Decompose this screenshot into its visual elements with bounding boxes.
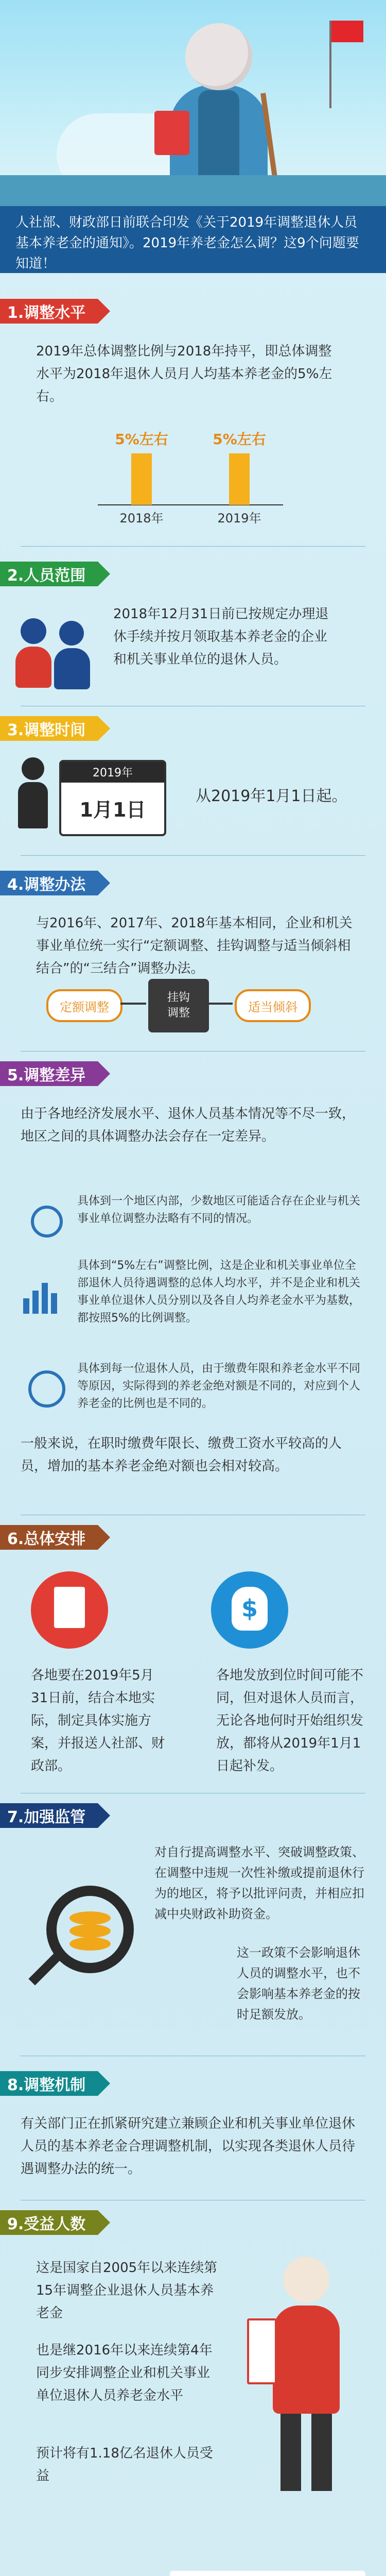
beneficiaries-p2: 也是继2016年以来连续第4年同步安排调整企业和机关事业单位退休人员养老金水平 [36,2343,213,2403]
diff-item-2: 具体到“5%左右”调整比例，这是企业和机关事业单位全部退休人员待遇调整的总体人均水平，并不是企业和机关事业单位退休人员分别以及各自人均养老金水平为基数，都按照5%的比例调整。 [77,1259,361,1325]
retiree-illustration [237,2246,371,2504]
elder-head [185,23,252,90]
section-3-text: 从2019年1月1日起。 [196,787,347,805]
location-icon [31,1206,63,1238]
section-title-3: 3.调整时间 [0,716,98,741]
section-title-1: 1.调整水平 [0,299,98,324]
section-8-text: 有关部门正在抓紧研究建立兼顾企业和机关事业单位退休人员的基本养老金合理调整机制，以实现各类退休人员待遇调整办法的统一。 [21,2116,356,2177]
bar-chart [93,412,288,531]
diff-summary: 一般来说，在职时缴费年限长、缴费工资水平较高的人员，增加的基本养老金绝对额也会相对较高。 [21,1436,342,1474]
divider [21,546,365,547]
calendar-icon [59,760,166,836]
chart-bars-icon [23,1283,59,1314]
chart-data-label: 5%左右 [213,431,266,448]
flag-icon [331,21,363,42]
section-4-text: 与2016年、2017年、2018年基本相同，企业和机关事业单位统一实行“定额调整、挂钩调整与适当倾斜相结合”的“三结合”调整办法。 [36,916,353,976]
supervision-top: 对自行提高调整水平、突破调整政策、在调整中违规一次性补缴或提前退休行为的地区，将予以批评问责，并相应扣减中央财政补助资金。 [154,1845,364,1921]
section-1-text: 2019年总体调整比例与2018年持平，即总体调整水平为2018年退休人员月人均基本养老金的5%左右。 [36,344,332,404]
diff-item-3: 具体到每一位退休人员，由于缴费年限和养老金水平不同等原因，实际得到的养老金绝对额是不同的，对应到个人养老金的比例也是不同的。 [77,1362,361,1410]
divider [21,1051,365,1052]
bar-chart-svg [93,412,288,531]
elder-vest [198,90,239,188]
intro-text: 人社部、财政部日前联合印发《关于2019年调整退休人员基本养老金的通知》。2019年养老金怎么调？这9个问题要知道！ [15,215,359,272]
chart-tick-label: 2019年 [217,511,261,526]
chart-bar [131,453,152,505]
pill-fixed-adjustment: 定额调整 [46,989,122,1022]
section-title-2: 2.人员范围 [0,562,98,586]
red-envelope-icon [154,111,189,155]
header-illustration [0,0,386,206]
chart-tick-label: 2018年 [119,511,164,526]
pill-linked-adjustment: 挂钩 调整 [148,979,209,1032]
beneficiaries-p1: 这是国家自2005年以来连续第15年调整企业退休人员基本养老金 [36,2260,218,2321]
document-icon [31,1571,108,1649]
chart-bar [229,453,250,505]
person-outline-icon [28,1370,65,1408]
beneficiaries-p3: 预计将有1.18亿名退休人员受益 [36,2446,213,2484]
ground [0,175,386,206]
magnifier-illustration [15,1865,139,2014]
person-icon [15,757,51,829]
supervision-bottom: 这一政策不会影响退休人员的调整水平，也不会影响基本养老金的按时足额发放。 [237,1945,360,2022]
people-icon [15,618,93,690]
money-bag-icon: $ [211,1571,288,1649]
intro-banner [0,206,386,273]
section-title-4: 4.调整办法 [0,871,98,895]
section-title-8: 8.调整机制 [0,2071,98,2096]
arrangement-right: 各地发放到位时间可能不同，但对退休人员而言，无论各地何时开始组织发放，都将从2019年1月1日起补发。 [216,1668,364,1774]
section-title-6: 6.总体安排 [0,1525,98,1550]
calendar-day: 1月1日 [79,799,146,821]
arrangement-left: 各地要在2019年5月31日前，结合本地实际，制定具体实施方案，并报送人社部、财政部。 [31,1668,165,1774]
section-title-7: 7.加强监管 [0,1803,98,1828]
chart-data-label: 5%左右 [115,431,168,448]
section-5-text: 由于各地经济发展水平、退休人员基本情况等不尽一致，地区之间的具体调整办法会存在一定差异。 [21,1106,356,1144]
divider [21,855,365,856]
calendar-year: 2019年 [93,767,133,779]
section-title-9: 9.受益人数 [0,2210,98,2235]
diff-item-1: 具体到一个地区内部，少数地区可能适合存在企业与机关事业单位调整办法略有不同的情况。 [77,1195,361,1225]
section-2-text: 2018年12月31日前已按规定办理退休手续并按月领取基本养老金的企业和机关事业单位的退休人员。 [113,606,329,667]
section-title-5: 5.调整差异 [0,1061,98,1086]
qr-hint-box [170,2571,365,2576]
pill-appropriate-tilt: 适当倾斜 [235,989,311,1022]
